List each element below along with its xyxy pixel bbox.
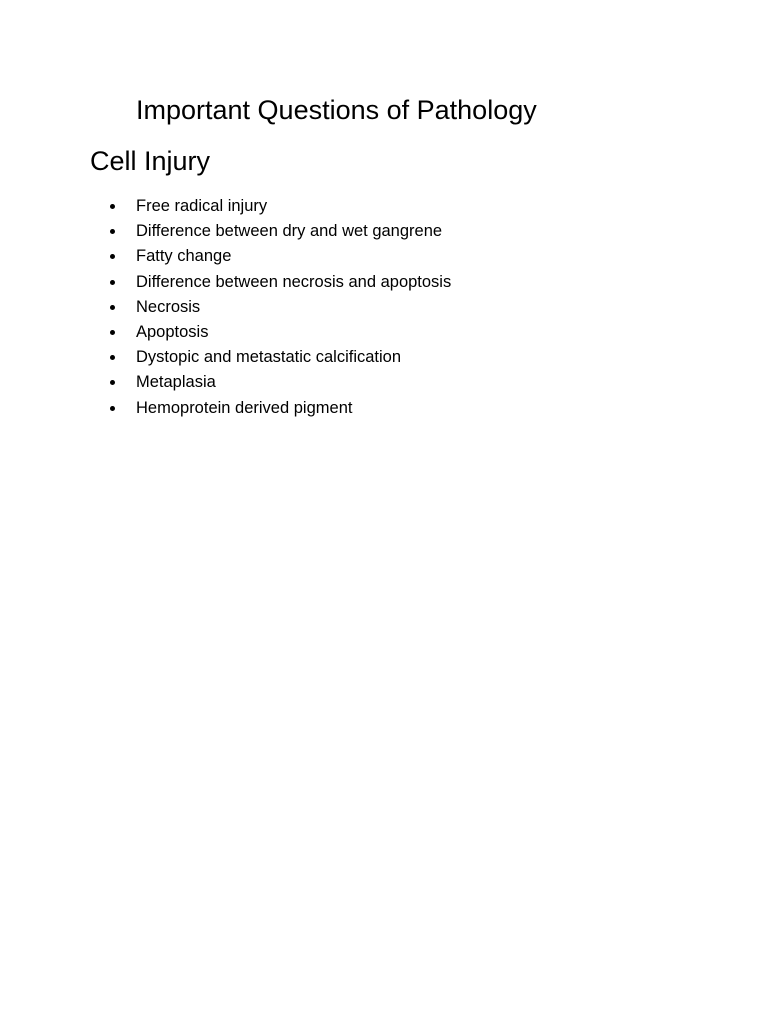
list-item-text: Fatty change bbox=[136, 247, 232, 266]
bullet-icon bbox=[110, 330, 115, 335]
list-item-text: Necrosis bbox=[136, 297, 201, 316]
list-item-text: Difference between dry and wet gangrene bbox=[136, 222, 443, 241]
list-item-text: Difference between necrosis and apoptosis bbox=[136, 272, 452, 291]
section-heading-cell-injury: Cell Injury bbox=[90, 146, 211, 176]
bullet-icon bbox=[110, 254, 115, 259]
bullet-icon bbox=[110, 406, 115, 411]
bullet-icon bbox=[110, 229, 115, 234]
bullet-icon bbox=[110, 280, 115, 285]
bullet-icon bbox=[110, 305, 115, 310]
bullet-icon bbox=[110, 380, 115, 385]
list-item-text: Free radical injury bbox=[136, 197, 268, 215]
list-item-text: Apoptosis bbox=[136, 322, 209, 341]
list-item-text: Hemoprotein derived pigment bbox=[136, 398, 353, 417]
list-item-text: Metaplasia bbox=[136, 373, 216, 392]
document-title: Important Questions of Pathology bbox=[136, 95, 537, 125]
list-item-text: Dystopic and metastatic calcification bbox=[136, 348, 402, 367]
bullet-icon bbox=[110, 204, 115, 209]
bullet-icon bbox=[110, 355, 115, 360]
